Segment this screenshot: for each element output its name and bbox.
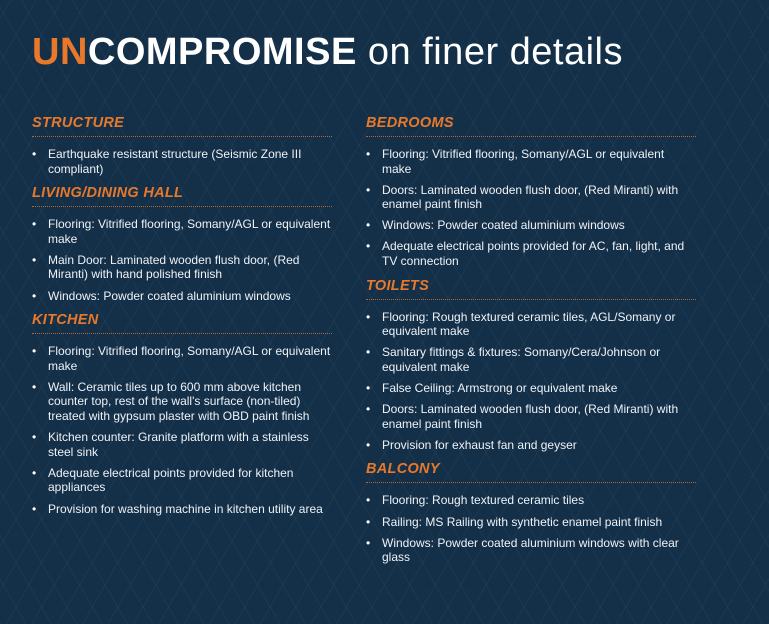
bullet-icon: • [366, 437, 371, 452]
bullet-icon: • [32, 379, 37, 394]
bullet-icon: • [366, 514, 371, 529]
bullet-icon: • [32, 217, 37, 232]
list-item-text: Main Door: Laminated wooden flush door, (Red Miranti) with hand polished finish [48, 252, 300, 282]
list-item [32, 217, 332, 246]
spec-list [32, 217, 332, 303]
right-column [366, 114, 696, 573]
section-heading: LIVING/DINING HALL [32, 184, 332, 207]
list-item-text: Railing: MS Railing with synthetic enamel paint finish [382, 514, 663, 529]
spec-list [366, 147, 696, 269]
list-item-text: Adequate electrical points provided for AC, fan, light, and TV connection [382, 239, 685, 269]
list-item-text: Flooring: Rough textured ceramic tiles [382, 493, 585, 508]
list-item-text: Adequate electrical points provided for kitchen appliances [48, 465, 294, 495]
list-item [32, 253, 332, 282]
bullet-icon: • [32, 501, 37, 516]
spec-list [366, 310, 696, 453]
list-item-text: Provision for washing machine in kitchen utility area [48, 501, 323, 516]
list-item-text: Doors: Laminated wooden flush door, (Red Miranti) with enamel paint finish [382, 402, 679, 431]
list-item [366, 147, 696, 176]
bullet-icon: • [366, 218, 371, 233]
list-item [366, 345, 696, 374]
left-column [32, 114, 332, 524]
list-item-text: Wall: Ceramic tiles up to 600 mm above kitchen counter top, rest of the wall's surface (non-tiled) treated with gypsum plaster with OBD paint finish [48, 379, 310, 424]
list-item [366, 402, 696, 431]
list-item-text: Flooring: Rough textured ceramic tiles, AGL/Somany or equivalent make [382, 309, 676, 339]
list-item [32, 502, 332, 517]
section-heading: BEDROOMS [366, 114, 696, 137]
section-heading: BALCONY [366, 460, 696, 483]
section-toilets [366, 277, 696, 453]
list-item-text: Flooring: Vitrified flooring, Somany/AGL or equivalent make [48, 344, 331, 373]
section-heading: TOILETS [366, 277, 696, 300]
list-item-text: Doors: Laminated wooden flush door, (Red Miranti) with enamel paint finish [382, 182, 679, 212]
list-item [366, 536, 696, 565]
list-item [32, 380, 332, 424]
list-item [32, 430, 332, 459]
section-heading: KITCHEN [32, 311, 332, 334]
page-title [32, 28, 623, 76]
spec-list [32, 147, 332, 176]
list-item-text: Kitchen counter: Granite platform with a stainless steel sink [48, 430, 309, 459]
list-item-text: False Ceiling: Armstrong or equivalent make [382, 381, 618, 396]
bullet-icon: • [366, 402, 371, 417]
section-bedrooms [366, 114, 696, 269]
list-item [366, 310, 696, 339]
list-item [366, 239, 696, 268]
bullet-icon: • [32, 252, 37, 267]
bullet-icon: • [366, 493, 371, 508]
list-item-text: Flooring: Vitrified flooring, Somany/AGL or equivalent make [382, 147, 665, 176]
list-item [32, 466, 332, 495]
list-item-text: Windows: Powder coated aluminium windows [382, 218, 625, 233]
bullet-icon: • [32, 288, 37, 303]
bullet-icon: • [366, 309, 371, 324]
list-item [366, 218, 696, 233]
list-item-text: Windows: Powder coated aluminium windows with clear glass [382, 535, 679, 565]
bullet-icon: • [366, 239, 371, 254]
bullet-icon: • [32, 465, 37, 480]
title-bold: COMPROMISE [87, 31, 357, 73]
list-item [32, 289, 332, 304]
spec-list [32, 344, 332, 516]
bullet-icon: • [366, 535, 371, 550]
list-item [366, 381, 696, 396]
bullet-icon: • [366, 381, 371, 396]
list-item-text: Provision for exhaust fan and geyser [382, 437, 577, 452]
section-living-dining-hall [32, 184, 332, 303]
bullet-icon: • [366, 147, 371, 161]
section-kitchen [32, 311, 332, 516]
list-item [32, 147, 332, 176]
bullet-icon: • [366, 345, 371, 360]
spec-list [366, 493, 696, 564]
bullet-icon: • [32, 430, 37, 445]
bullet-icon: • [366, 182, 371, 197]
bullet-icon: • [32, 344, 37, 359]
bullet-icon: • [32, 147, 37, 161]
list-item-text: Sanitary fittings & fixtures: Somany/Cera/Johnson or equivalent make [382, 345, 661, 374]
list-item [32, 344, 332, 373]
section-heading: STRUCTURE [32, 114, 332, 137]
list-item [366, 515, 696, 530]
list-item [366, 493, 696, 508]
list-item [366, 183, 696, 212]
title-light: on finer details [356, 31, 624, 73]
list-item-text: Flooring: Vitrified flooring, Somany/AGL or equivalent make [48, 217, 331, 246]
section-structure [32, 114, 332, 176]
title-accent: UN [32, 31, 88, 73]
section-balcony [366, 460, 696, 564]
list-item [366, 438, 696, 453]
list-item-text: Earthquake resistant structure (Seismic Zone III compliant) [48, 147, 302, 176]
list-item-text: Windows: Powder coated aluminium windows [48, 288, 291, 303]
